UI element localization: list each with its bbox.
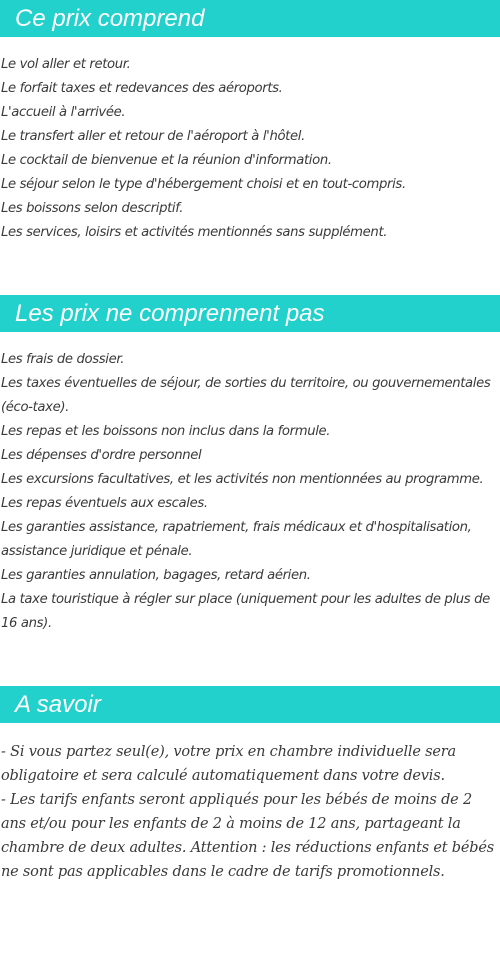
list-item: Les boissons selon descriptif.: [1, 201, 184, 216]
list-item: Le cocktail de bienvenue et la réunion d'information.: [1, 153, 332, 168]
info-text: [1, 740, 498, 884]
section-header-included: Ce prix comprend: [0, 0, 500, 37]
list-item: Les taxes éventuelles de séjour, de sorties du territoire, ou gouvernementales (éco-taxe).: [1, 376, 491, 415]
excluded-list: [1, 348, 498, 636]
list-item: Les garanties assistance, rapatriement, frais médicaux et d'hospitalisation, assistance juridique et pénale.: [1, 520, 472, 559]
list-item: Les frais de dossier.: [1, 352, 125, 367]
list-item: L'accueil à l'arrivée.: [1, 105, 126, 120]
list-item: Le vol aller et retour.: [1, 57, 131, 72]
list-item: Le séjour selon le type d'hébergement choisi et en tout-compris.: [1, 177, 406, 192]
included-list: [1, 53, 498, 245]
list-item: Le transfert aller et retour de l'aéroport à l'hôtel.: [1, 129, 305, 144]
info-paragraph: - Si vous partez seul(e), votre prix en chambre individuelle sera obligatoire et sera calculé automatiquement dans votre devis.: [1, 744, 456, 784]
list-item: Le forfait taxes et redevances des aéroports.: [1, 81, 283, 96]
list-item: Les services, loisirs et activités mentionnés sans supplément.: [1, 225, 388, 240]
list-item: Les excursions facultatives, et les activités non mentionnées au programme.: [1, 472, 484, 487]
list-item: Les dépenses d'ordre personnel: [1, 448, 202, 463]
list-item: La taxe touristique à régler sur place (uniquement pour les adultes de plus de 16 ans).: [1, 592, 490, 631]
section-header-info: A savoir: [0, 686, 500, 723]
list-item: Les repas éventuels aux escales.: [1, 496, 208, 511]
info-paragraph: - Les tarifs enfants seront appliqués pour les bébés de moins de 2 ans et/ou pour les enfants de 2 à moins de 12 ans, partageant la chambre de deux adultes. Attention : les réductions enfants et bébés ne sont pas applicables dans le cadre de tarifs promotionnels.: [1, 792, 494, 880]
list-item: Les garanties annulation, bagages, retard aérien.: [1, 568, 311, 583]
list-item: Les repas et les boissons non inclus dans la formule.: [1, 424, 331, 439]
section-header-excluded: Les prix ne comprennent pas: [0, 295, 500, 332]
